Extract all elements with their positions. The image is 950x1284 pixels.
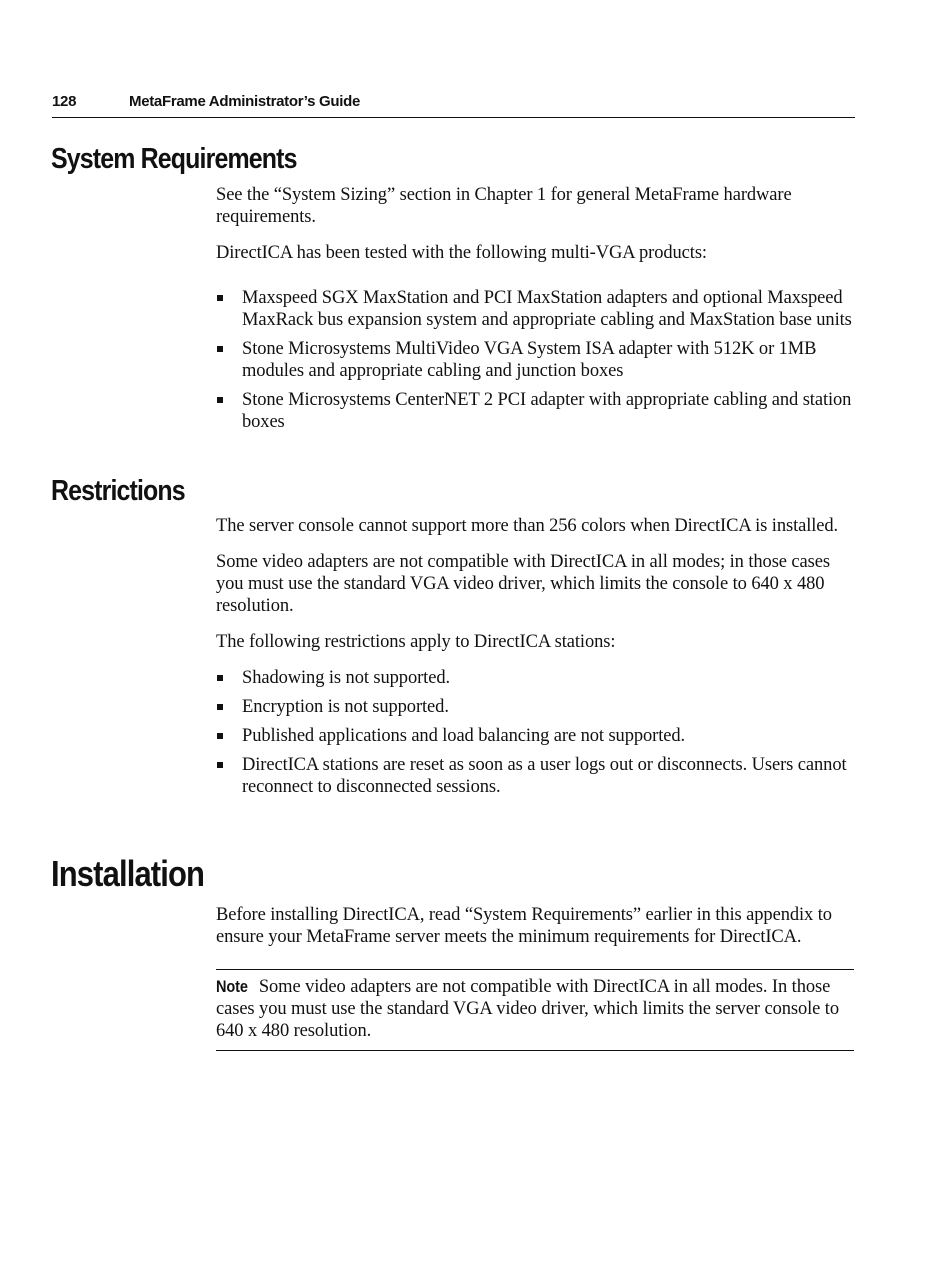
paragraph: See the “System Sizing” section in Chapter 1 for general MetaFrame hardware requirements. — [216, 185, 792, 227]
list-item — [216, 754, 858, 798]
running-header — [52, 93, 855, 118]
bullet-icon — [217, 704, 223, 710]
note-label: Note — [216, 978, 248, 996]
list-item — [216, 389, 858, 433]
list-item-text: Published applications and load balancing are not supported. — [242, 726, 686, 746]
bullet-icon — [217, 733, 223, 739]
paragraph: The server console cannot support more than 256 colors when DirectICA is installed. — [216, 516, 839, 536]
section-heading-system-requirements: System Requirements — [51, 143, 297, 175]
restriction-list — [216, 667, 858, 798]
list-item — [216, 725, 858, 747]
section-heading-restrictions: Restrictions — [51, 475, 185, 507]
paragraph: DirectICA has been tested with the following multi-VGA products: — [216, 243, 707, 263]
paragraph: The following restrictions apply to DirectICA stations: — [216, 632, 616, 652]
bullet-icon — [217, 295, 223, 301]
list-item-text: Stone Microsystems MultiVideo VGA System ISA adapter with 512K or 1MB modules and appropriate cabling and junction boxes — [242, 339, 817, 381]
bullet-icon — [217, 397, 223, 403]
list-item-text: Maxspeed SGX MaxStation and PCI MaxStation adapters and optional Maxspeed MaxRack bus expansion system and appropriate cabling and MaxStation base units — [242, 288, 852, 330]
list-item — [216, 338, 858, 382]
list-item-text: Encryption is not supported. — [242, 697, 449, 717]
bullet-icon — [217, 346, 223, 352]
bullet-icon — [217, 762, 223, 768]
product-list — [216, 287, 858, 433]
list-item — [216, 667, 858, 689]
list-item — [216, 287, 858, 331]
paragraph: Some video adapters are not compatible with DirectICA in all modes; in those cases you must use the standard VGA video driver, which limits the console to 640 x 480 resolution. — [216, 552, 830, 616]
section-heading-installation: Installation — [51, 853, 205, 894]
book-title: MetaFrame Administrator’s Guide — [129, 93, 361, 110]
list-item-text: Stone Microsystems CenterNET 2 PCI adapter with appropriate cabling and station boxes — [242, 390, 852, 432]
list-item — [216, 696, 858, 718]
page-number: 128 — [52, 93, 77, 110]
restrictions-body — [216, 515, 858, 805]
note-text: Some video adapters are not compatible with DirectICA in all modes. In those cases you must use the standard VGA video driver, which limits the server console to 640 x 480 resolution. — [216, 977, 839, 1041]
installation-body — [216, 904, 858, 1051]
note-box — [216, 969, 854, 1051]
list-item-text: DirectICA stations are reset as soon as a user logs out or disconnects. Users cannot reconnect to disconnected sessions. — [242, 755, 847, 797]
paragraph: Before installing DirectICA, read “System Requirements” earlier in this appendix to ensure your MetaFrame server meets the minimum requirements for DirectICA. — [216, 905, 832, 947]
system-requirements-body — [216, 184, 858, 440]
list-item-text: Shadowing is not supported. — [242, 668, 450, 688]
bullet-icon — [217, 675, 223, 681]
